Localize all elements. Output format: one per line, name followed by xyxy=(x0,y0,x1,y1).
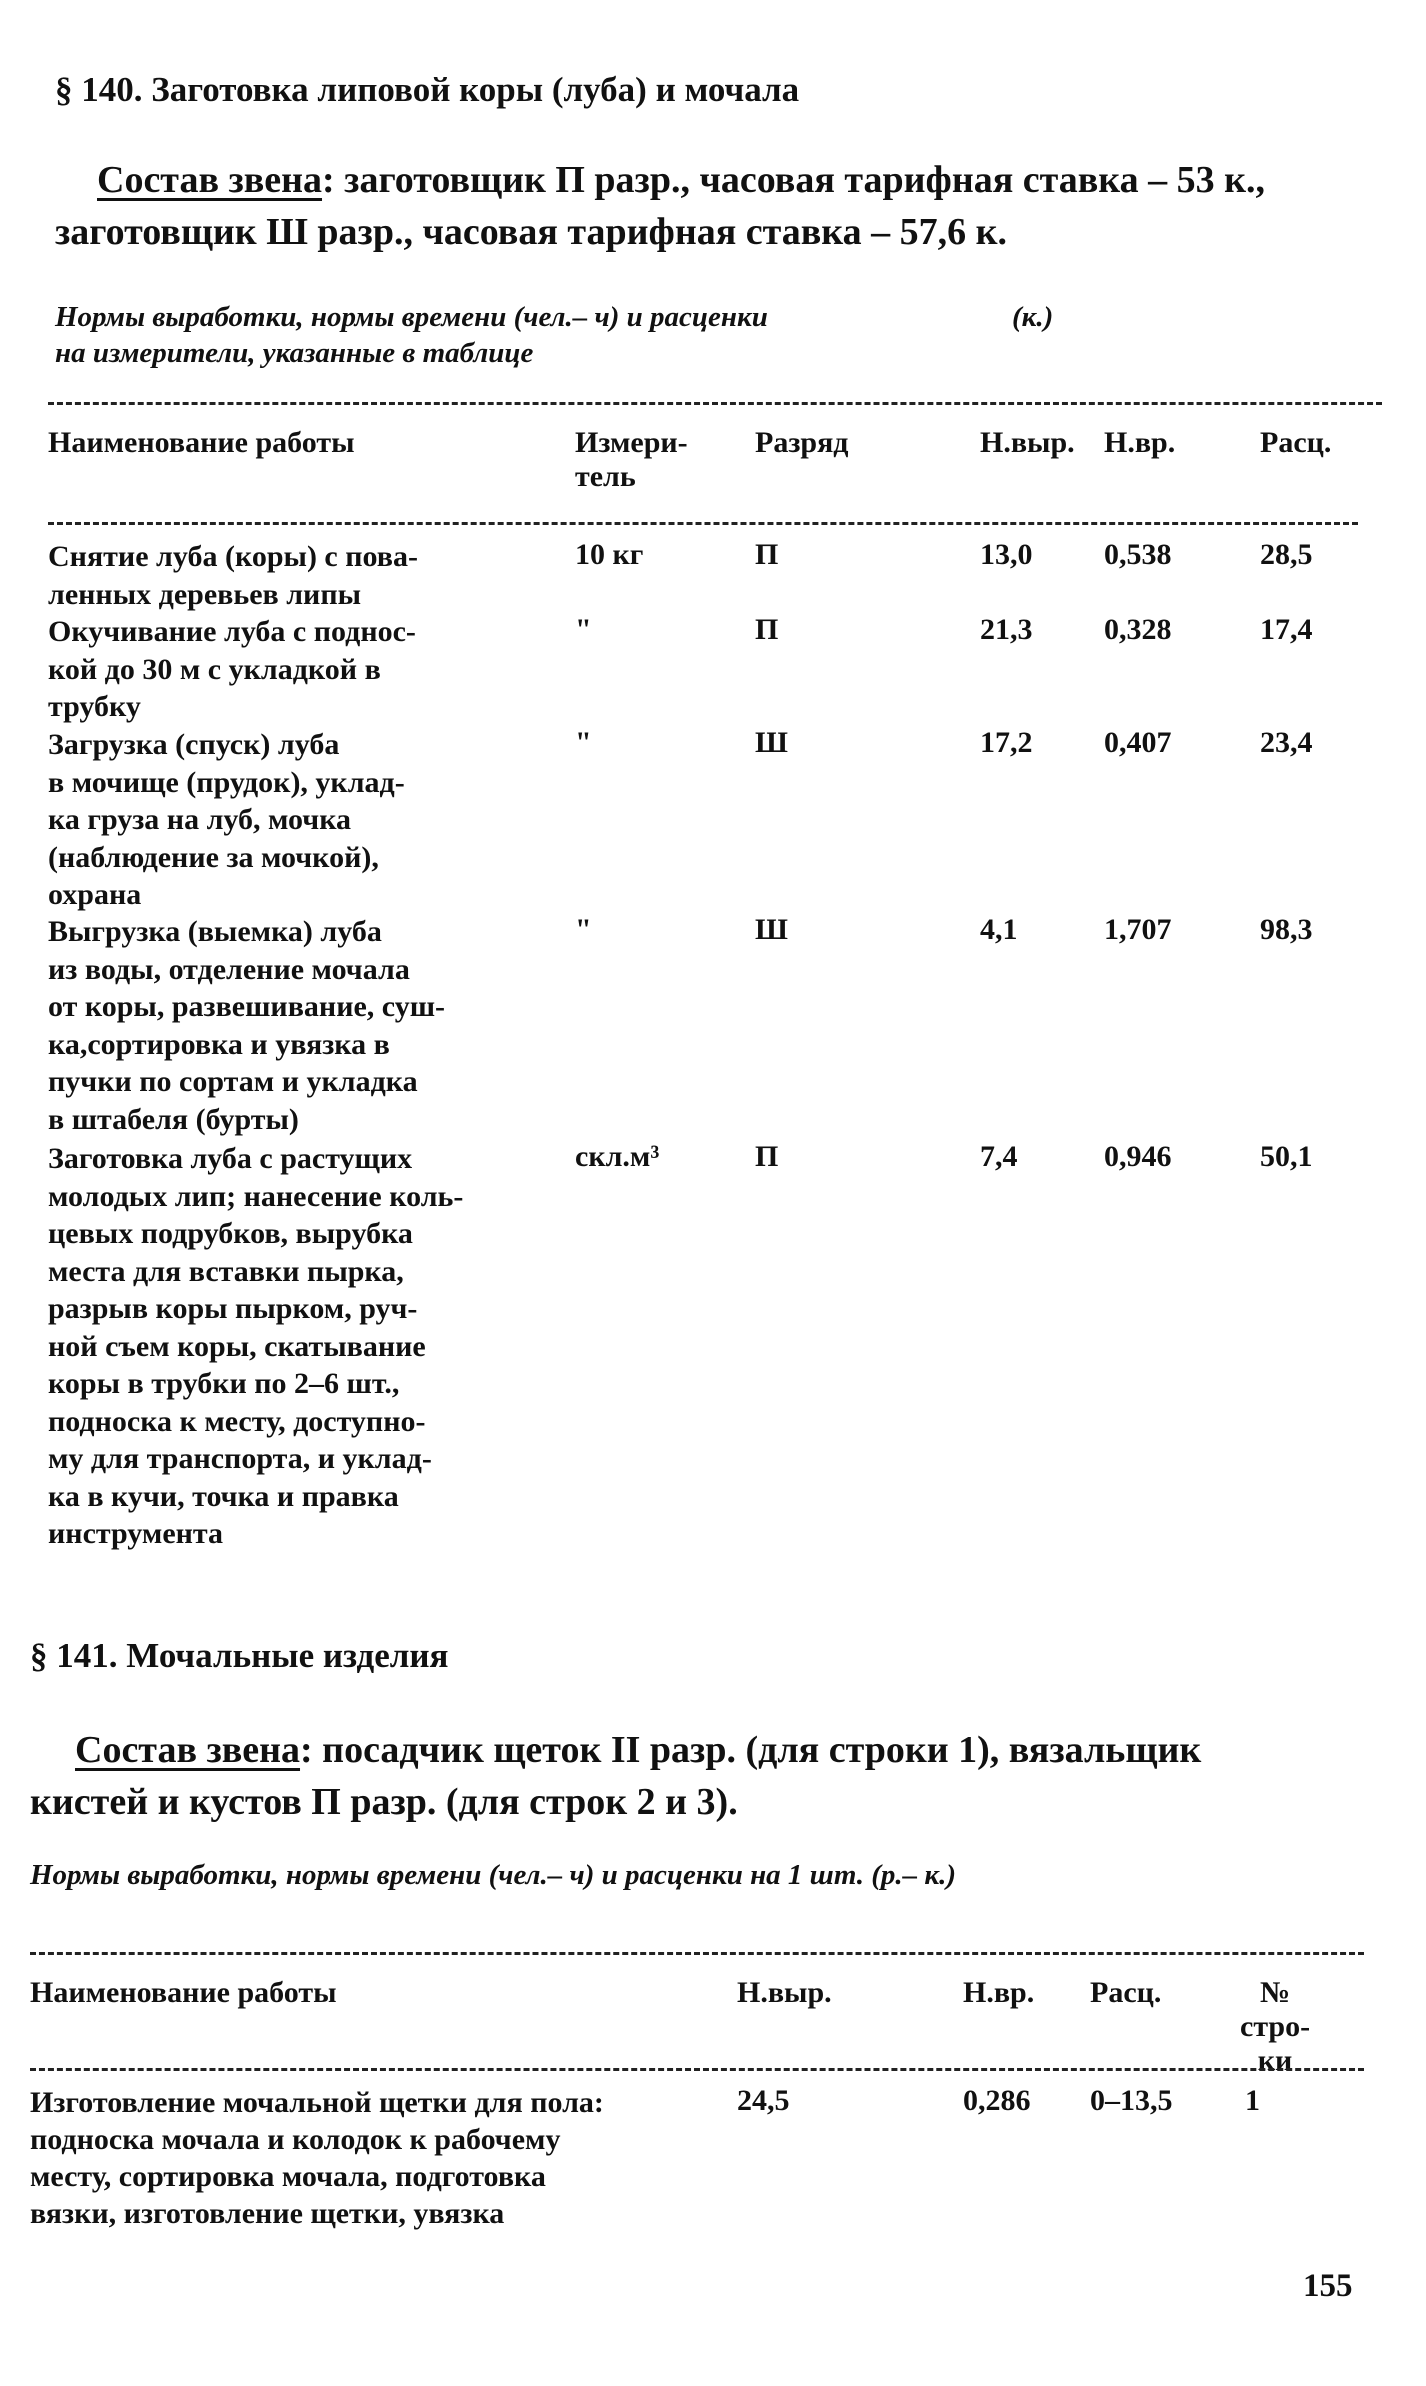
cell-output: 21,3 xyxy=(980,613,1033,646)
cell-grade: П xyxy=(755,613,779,646)
cell-rate: 28,5 xyxy=(1260,538,1313,571)
cell-rate: 23,4 xyxy=(1260,726,1313,759)
cell-unit: 10 кг xyxy=(575,538,644,571)
cell-time: 0,286 xyxy=(963,2084,1031,2117)
cell-grade: П xyxy=(755,538,779,571)
cell-time: 0,328 xyxy=(1104,613,1172,646)
crew-label: Состав звена xyxy=(75,1729,301,1771)
table-141-header-rule xyxy=(30,2068,1364,2071)
col-header-name: Наименование работы xyxy=(48,426,355,459)
section-141-crew xyxy=(30,1724,1390,1828)
cell-name: Загрузка (спуск) луба в мочище (прудок), уклад- ка груза на луб, мочка (наблюдение за мочкой), охрана xyxy=(48,728,405,911)
crew-text-line-2: кистей и кустов П разр. (для строк 2 и 3). xyxy=(30,1781,738,1823)
table-140-caption-unit: (к.) xyxy=(1012,301,1054,333)
cell-name: Снятие луба (коры) с пова- ленных деревьев липы xyxy=(48,540,418,611)
cell-grade: Ш xyxy=(755,913,788,946)
col-header-output: Н.выр. xyxy=(980,426,1075,459)
cell-output: 7,4 xyxy=(980,1140,1018,1173)
col-header-name: Наименование работы xyxy=(30,1976,337,2009)
table-140-top-rule xyxy=(48,402,1382,405)
cell-output: 13,0 xyxy=(980,538,1033,571)
cell-row-no: 1 xyxy=(1245,2084,1260,2117)
cell-grade: Ш xyxy=(755,726,788,759)
cell-name: Заготовка луба с растущих молодых лип; нанесение коль- цевых подрубков, вырубка места для вставки пырка, разрыв коры пырком, руч- ной съем коры, скатывание коры в трубки по 2–6 шт., подноска к месту, доступно- му для транспорта, и уклад- ка в кучи, точка и правка инструмента xyxy=(48,1142,464,1550)
cell-rate: 50,1 xyxy=(1260,1140,1313,1173)
cell-unit: " xyxy=(575,613,592,646)
cell-output: 24,5 xyxy=(737,2084,790,2117)
col-header-output: Н.выр. xyxy=(737,1976,832,2009)
section-140-crew xyxy=(55,154,1395,258)
table-140-header-rule xyxy=(48,522,1358,525)
cell-rate: 17,4 xyxy=(1260,613,1313,646)
crew-label: Состав звена xyxy=(97,159,323,201)
section-140-heading: § 140. Заготовка липовой коры (луба) и мочала xyxy=(55,70,800,109)
cell-name: Изготовление мочальной щетки для пола: подноска мочала и колодок к рабочему месту, сортировка мочала, подготовка вязки, изготовление щетки, увязка xyxy=(30,2086,604,2230)
cell-unit: " xyxy=(575,913,592,946)
cell-time: 0,538 xyxy=(1104,538,1172,571)
cell-time: 0,407 xyxy=(1104,726,1172,759)
table-141-caption: Нормы выработки, нормы времени (чел.– ч) и расценки на 1 шт. (р.– к.) xyxy=(30,1859,957,1891)
cell-time: 1,707 xyxy=(1104,913,1172,946)
cell-rate: 0–13,5 xyxy=(1090,2084,1173,2117)
table-140-caption-line-1: Нормы выработки, нормы времени (чел.– ч) и расценки xyxy=(55,301,768,333)
col-header-unit: Измери- тель xyxy=(575,426,688,493)
cell-output: 4,1 xyxy=(980,913,1018,946)
cell-unit: " xyxy=(575,726,592,759)
cell-unit: скл.м³ xyxy=(575,1140,660,1173)
cell-name: Выгрузка (выемка) луба из воды, отделение мочала от коры, развешивание, суш- ка,сортировка и увязка в пучки по сортам и укладка в штабеля (бурты) xyxy=(48,915,446,1136)
cell-output: 17,2 xyxy=(980,726,1033,759)
table-140-caption-line-2: на измерители, указанные в таблице xyxy=(55,337,534,369)
col-header-row-no: № стро- ки xyxy=(1240,1976,1311,2077)
table-141-top-rule xyxy=(30,1952,1364,1955)
cell-name: Окучивание луба с поднос- кой до 30 м с укладкой в трубку xyxy=(48,615,416,723)
col-header-time: Н.вр. xyxy=(1104,426,1176,459)
section-141-heading: § 141. Мочальные изделия xyxy=(30,1636,449,1675)
col-header-rate: Расц. xyxy=(1090,1976,1162,2009)
crew-text-line-1: : заготовщик П разр., часовая тарифная ставка – 53 к., xyxy=(322,159,1266,201)
cell-grade: П xyxy=(755,1140,779,1173)
cell-time: 0,946 xyxy=(1104,1140,1172,1173)
col-header-rate: Расц. xyxy=(1260,426,1332,459)
cell-rate: 98,3 xyxy=(1260,913,1313,946)
col-header-grade: Разряд xyxy=(755,426,849,459)
crew-text-line-1: : посадчик щеток II разр. (для строки 1), вязальщик xyxy=(300,1729,1202,1771)
crew-text-line-2: заготовщик Ш разр., часовая тарифная ставка – 57,6 к. xyxy=(55,211,1008,253)
page-number: 155 xyxy=(1303,2268,1353,2304)
col-header-time: Н.вр. xyxy=(963,1976,1035,2009)
